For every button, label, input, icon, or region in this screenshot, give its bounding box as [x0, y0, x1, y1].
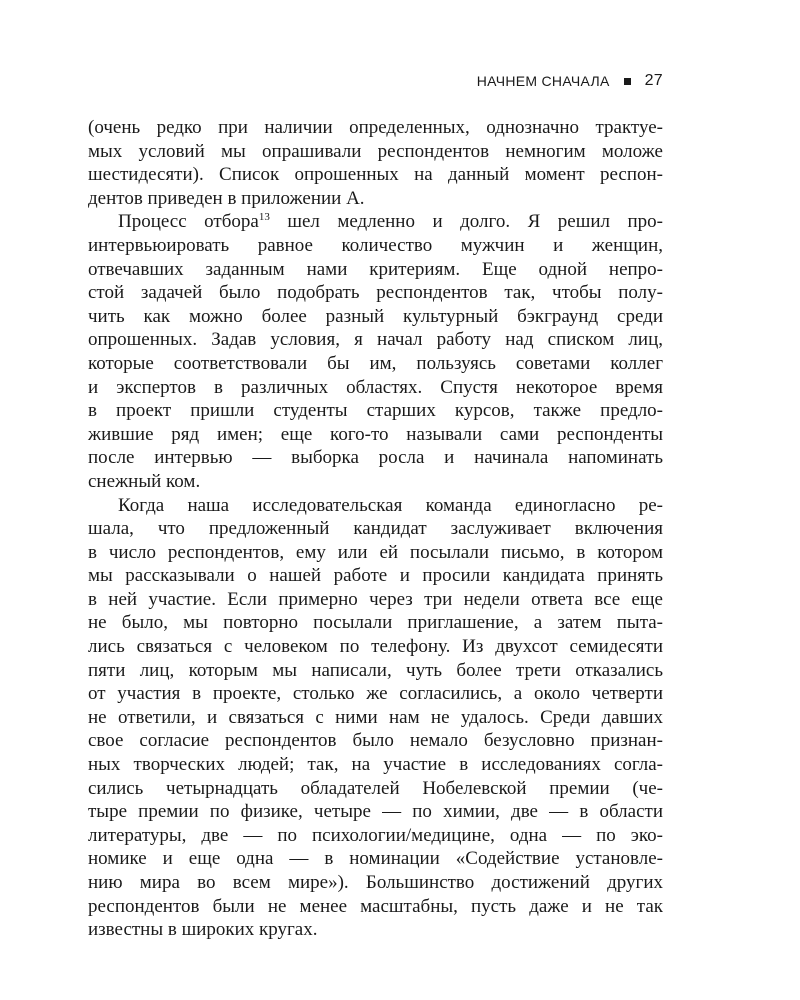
text-line: лись связаться с человеком по телефону. Из двухсот семидесяти: [88, 636, 663, 658]
paragraph-2: [88, 210, 663, 493]
text-line-tail: шел медленно и долго. Я решил про-: [287, 211, 663, 233]
text-line: мых условий мы опрашивали респондентов немногим моложе: [88, 140, 663, 162]
text-line: дентов приведен в приложении А.: [88, 187, 365, 209]
text-line: (очень редко при наличии определенных, однозначно трактуе-: [88, 117, 663, 138]
text-line: пяти лиц, которым мы написали, чуть более трети отказались: [88, 659, 663, 681]
text-line: не было, мы повторно посылали приглашение, а затем пыта-: [88, 612, 663, 634]
text-line: в число респондентов, ему или ей посылали письмо, в котором: [88, 541, 663, 563]
text-line: чить как можно более разный культурный бэкграунд среди: [88, 305, 663, 327]
separator-square-icon: [624, 78, 631, 85]
text-line: шестидесяти). Список опрошенных на данный момент респон-: [88, 164, 663, 186]
text-line: шала, что предложенный кандидат заслуживает включения: [88, 518, 663, 540]
paragraph-1: [88, 116, 663, 210]
text-line: Когда наша исследовательская команда единогласно ре-: [118, 494, 663, 516]
text-line: снежный ком.: [88, 470, 201, 492]
running-head: [477, 72, 663, 90]
text-line: которые соответствовали бы им, пользуясь советами коллег: [88, 352, 663, 374]
text-line: после интервью — выборка росла и начинала напоминать: [88, 447, 663, 469]
page-number: 27: [644, 72, 663, 89]
text-line: сились четырнадцать обладателей Нобелевской премии (че-: [88, 777, 663, 799]
text-line: номике и еще одна — в номинации «Содействие установле-: [88, 848, 663, 870]
text-line: мы рассказывали о нашей работе и просили кандидата принять: [88, 565, 663, 587]
text-line: известны в широких кругах.: [88, 919, 318, 941]
chapter-title: НАЧНЕМ СНАЧАЛА: [476, 73, 610, 89]
text-line: в проект пришли студенты старших курсов, также предло-: [88, 400, 663, 422]
body-text: [88, 116, 663, 942]
text-line: интервьюировать равное количество мужчин и женщин,: [88, 234, 663, 256]
text-line: ных творческих людей; так, на участие в исследованиях согла-: [88, 754, 663, 776]
text-line: литературы, две — по психологии/медицине, одна — по эко-: [88, 824, 663, 846]
text-line: отвечавших заданным нами критериям. Еще одной непро-: [88, 258, 663, 280]
text-line-first: [88, 210, 663, 234]
text-line: от участия в проекте, столько же согласились, а около четверти: [88, 683, 663, 705]
text-line: нию мира во всем мире»). Большинство достижений других: [88, 872, 663, 893]
text-line: тыре премии по физике, четыре — по химии, две — в области: [88, 801, 663, 823]
text-line: жившие ряд имен; еще кого-то называли сами респонденты: [88, 423, 663, 445]
text-line: опрошенных. Задав условия, я начал работу над списком лиц,: [88, 329, 663, 351]
text-line: и экспертов в различных областях. Спустя некоторое время: [88, 376, 663, 398]
text-line: в ней участие. Если примерно через три недели ответа все еще: [88, 588, 663, 610]
footnote-ref: 13: [258, 211, 270, 224]
paragraph-3: [88, 494, 663, 942]
text-line-head: Процесс отбора: [118, 211, 259, 233]
text-line: не ответили, и связаться с ними нам не удалось. Среди давших: [88, 706, 663, 728]
text-line: респондентов были не менее масштабны, пусть даже и не так: [88, 895, 663, 917]
text-line: стой задачей было подобрать респондентов так, чтобы полу-: [88, 282, 663, 304]
text-line: свое согласие респондентов было немало безусловно признан-: [88, 730, 663, 752]
